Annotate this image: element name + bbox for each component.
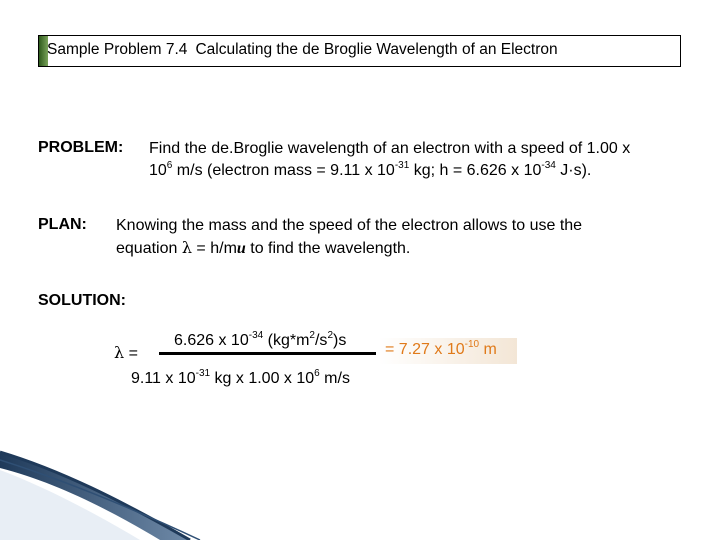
plan-line-1: Knowing the mass and the speed of the electron allows to use the (116, 217, 583, 234)
title-box (38, 35, 681, 67)
problem-title: Calculating the de Broglie Wavelength of an Electron (195, 41, 558, 58)
result-value: = 7.27 x $10^{-10}$ m (385, 339, 497, 358)
lambda-equals (114, 342, 138, 364)
problem-number: Sample Problem 7.4 (47, 41, 188, 58)
solution-label: SOLUTION: (38, 292, 126, 309)
title-text (47, 41, 558, 59)
fraction-denominator: 9.11 x $10^{-31}$ kg x 1.00 x $10^6$ m/s (131, 368, 350, 387)
problem-line-2: $10^6$ m/s (electron mass = 9.11 x $10^{-31}$ kg; h = 6.626 x $10^{-34}$ J·s). (149, 160, 592, 179)
fraction-numerator: 6.626 x $10^{-34}$ $(kg*m^2/s^2)s$ (174, 330, 347, 349)
fraction-bar (159, 352, 376, 355)
problem-label: PROBLEM: (38, 139, 124, 156)
problem-line-1: Find the de.Broglie wavelength of an electron with a speed of 1.00 x (149, 140, 631, 157)
result-box (379, 338, 517, 364)
equals-sign: = (128, 345, 138, 362)
plan-line-2: equation λ = h/mu to find the wavelength. (116, 238, 411, 257)
decorative-swoosh (0, 440, 720, 540)
lambda-symbol: λ (114, 343, 125, 362)
plan-label: PLAN: (38, 216, 87, 233)
